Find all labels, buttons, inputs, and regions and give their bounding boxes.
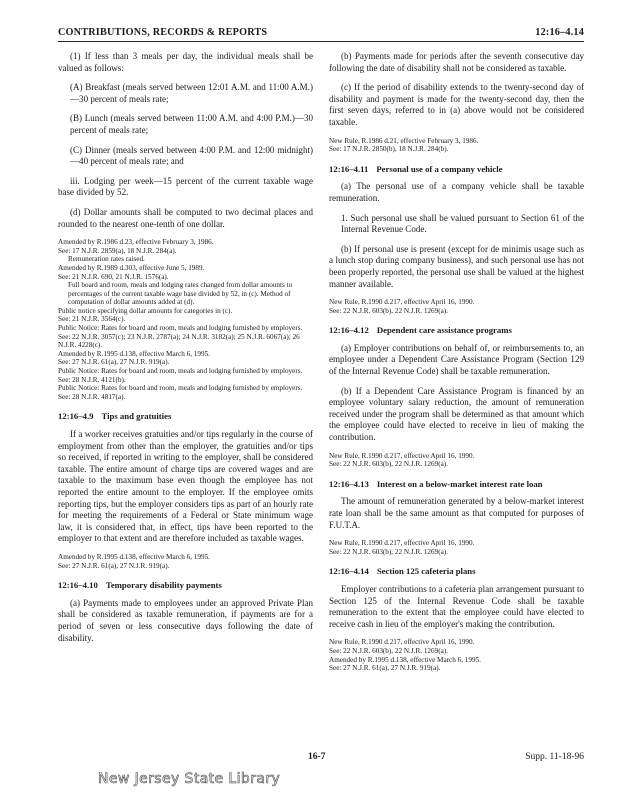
- paragraph-lodging: iii. Lodging per week—15 percent of the current taxable wage base divided by 52.: [58, 175, 313, 198]
- history-note: Full board and room, meals and lodging rates changed from dollar amounts to percentages of the current taxable wage base divided by 52, in (c). Method of computation of dollar amounts added at (d).: [68, 281, 293, 307]
- section-number: 12:16–4.14: [329, 566, 369, 577]
- paragraph-dinner: (C) Dinner (meals served between 4:00 P.M. and 12:00 midnight)—40 percent of meals rate; and: [70, 144, 313, 167]
- section-title: Tips and gratuities: [101, 411, 172, 422]
- paragraph-loan: The amount of remuneration generated by a below-market interest rate loan shall be the same amount as that computed for purposes of F.U.T.A.: [329, 496, 584, 530]
- section-heading-4-12: [329, 325, 584, 337]
- history-note: See: 22 N.J.R. 603(b), 22 N.J.R. 1269(a).: [329, 646, 448, 655]
- paragraph-cafeteria: Employer contributions to a cafeteria plan arrangement pursuant to Section 125 of the Internal Revenue Code shall be taxable remuneration to the extent that the employee could have elected to receive cash in lieu of the employer's making the contribution.: [329, 583, 584, 629]
- history-note: See: 28 N.J.R. 4817(a).: [58, 392, 126, 401]
- section-title: Dependent care assistance programs: [376, 325, 512, 336]
- section-title: Personal use of a company vehicle: [376, 163, 503, 174]
- paragraph-dependent-a: (a) Employer contributions on behalf of, or reimbursements to, an employee under a Dependent Care Assistance Program (Section 129 of the Internal Revenue Code) shall be taxable remuneration.: [329, 342, 584, 377]
- history-note: See: 22 N.J.R. 603(b), 22 N.J.R. 1269(a).: [329, 460, 448, 469]
- history-note: See: 17 N.J.R. 2859(a), 18 N.J.R. 284(a).: [58, 246, 177, 255]
- history-note: See: 27 N.J.R. 61(a), 27 N.J.R. 919(a).: [329, 664, 441, 673]
- paragraph-vehicle-1: 1. Such personal use shall be valued pursuant to Section 61 of the Internal Revenue Code.: [341, 212, 584, 235]
- history-note: Amended by R.1989 d.303, effective June 5, 1989.: [58, 263, 205, 272]
- paragraph-disability-c: (c) If the period of disability extends to the twenty-second day of disability and payment is made for the twenty-second day, then the first seven days, referred to in (a) above would not be considered taxable.: [329, 82, 584, 127]
- section-number: 12:16–4.12: [329, 325, 369, 336]
- history-notes: [329, 298, 584, 315]
- history-note: New Rule, R.1990 d.217, effective April 16, 1990.: [329, 638, 475, 647]
- paragraph-breakfast: (A) Breakfast (meals served between 12:01 A.M. and 11:00 A.M.)—30 percent of meals rate;: [70, 82, 313, 104]
- paragraph-meals-rule: (1) If less than 3 meals per day, the individual meals shall be valued as follows:: [58, 51, 313, 73]
- section-number: 12:16–4.11: [329, 163, 369, 174]
- section-heading-4-11: [329, 164, 584, 176]
- history-notes: [58, 238, 313, 401]
- history-note: New Rule, R.1990 d.217, effective April 16, 1990.: [329, 539, 475, 548]
- paragraph-lunch: (B) Lunch (meals served between 11:00 A.M. and 4:00 P.M.)—30 percent of meals rate;: [70, 113, 313, 135]
- header-section-range: 12:16–4.14: [535, 27, 584, 38]
- library-stamp: New Jersey State Library: [98, 771, 281, 787]
- paragraph-disability-b: (b) Payments made for periods after the seventh consecutive day following the date of disability shall not be considered as taxable.: [329, 51, 584, 73]
- section-number: 12:16–4.9: [58, 411, 94, 422]
- history-note: Public notice specifying dollar amounts for categories in (c).: [58, 306, 233, 315]
- section-heading-4-10: [58, 580, 313, 592]
- history-note: Public Notice: Rates for board and room, meals and lodging furnished by employers.: [58, 324, 303, 333]
- header-title: CONTRIBUTIONS, RECORDS & REPORTS: [58, 27, 268, 38]
- paragraph-vehicle-b: (b) If personal use is present (except for de minimis usage such as a lunch stop during company business), and such personal use has not been properly reported, the personal use shall be valued at the highest manner available.: [329, 243, 584, 289]
- supplement-date: Supp. 11-18-96: [525, 752, 584, 762]
- section-number: 12:16–4.10: [58, 580, 98, 591]
- history-notes: [329, 638, 584, 672]
- page-footer: [58, 752, 584, 766]
- right-column: [329, 51, 584, 681]
- paragraph-tips: If a worker receives gratuities and/or tips regularly in the course of employment from other than the employer, the gratuities and/or tips so received, if reported in writing to the employer, shall be considered taxable. The entire amount of charge tips are covered wages and are taxable to the maximum base even though the employee has not reported the entire amount to the employer. If the employee omits reporting tips, but the employer considers tips as part of an hourly rate for meeting the requirements of a Federal or State minimum wage law, it is considered that, in effect, tips have been reported to the employer to that extent and are therefore included as taxable wages.: [58, 429, 313, 544]
- history-note: See: 28 N.J.R. 4121(b).: [58, 375, 126, 384]
- history-note: Remuneration rates raised.: [68, 255, 145, 264]
- section-number: 12:16–4.13: [329, 478, 369, 489]
- history-note: See: 27 N.J.R. 61(a), 27 N.J.R. 919(a).: [58, 561, 170, 570]
- history-note: Amended by R.1986 d.23, effective February 3, 1986.: [58, 238, 214, 247]
- history-note: New Rule, R.1990 d.217, effective April 16, 1990.: [329, 298, 475, 307]
- history-note: Amended by R.1995 d.138, effective March 6, 1995.: [329, 655, 481, 664]
- history-note: New Rule, R.1990 d.217, effective April 16, 1990.: [329, 451, 475, 460]
- section-heading-4-14: [329, 566, 584, 578]
- history-note: See: 21 N.J.R. 3564(c).: [58, 315, 126, 324]
- history-note: Amended by R.1995 d.138, effective March 6, 1995.: [58, 552, 210, 561]
- section-title: Interest on a below-market interest rate loan: [376, 478, 543, 489]
- left-column: [58, 51, 313, 652]
- history-note: New Rule, R.1986 d.21, effective February 3, 1986.: [329, 136, 479, 145]
- history-notes: [329, 452, 584, 469]
- paragraph-disability-a: (a) Payments made to employees under an approved Private Plan shall be considered as taxable remuneration, if payments are for a period of seven or less consecutive days following the date of disability.: [58, 597, 313, 643]
- history-note: Public Notice: Rates for board and room, meals and lodging furnished by employers.: [58, 367, 303, 376]
- history-note: See: 22 N.J.R. 603(b), 22 N.J.R. 1269(a).: [329, 547, 448, 556]
- section-title: Temporary disability payments: [105, 580, 222, 591]
- paragraph-dollar-amounts: (d) Dollar amounts shall be computed to two decimal places and rounded to the nearest one-tenth of one dollar.: [58, 206, 313, 229]
- history-notes: [329, 137, 584, 154]
- section-title: Section 125 cafeteria plans: [376, 566, 476, 577]
- paragraph-vehicle-a: (a) The personal use of a company vehicle shall be taxable remuneration.: [329, 181, 584, 203]
- history-note: See: 17 N.J.R. 2850(b), 18 N.J.R. 284(b).: [329, 145, 449, 154]
- history-note: See: 27 N.J.R. 61(a), 27 N.J.R. 919(a).: [58, 358, 170, 367]
- page-number: 16-7: [308, 752, 326, 762]
- history-notes: [58, 553, 313, 570]
- history-note: See: 22 N.J.R. 603(b), 22 N.J.R. 1269(a).: [329, 306, 448, 315]
- history-note: Amended by R.1995 d.138, effective March 6, 1995.: [58, 349, 210, 358]
- history-note: See: 21 N.J.R. 690, 21 N.J.R. 1576(a).: [58, 272, 169, 281]
- section-heading-4-9: [58, 411, 313, 423]
- history-notes: [329, 539, 584, 556]
- running-header: [58, 25, 584, 42]
- paragraph-dependent-b: (b) If a Dependent Care Assistance Program is financed by an employee voluntary salary reduction, the amount of remuneration received under the program shall be determined as that amount which the employee could have elected to receive in lieu of making the contribution.: [329, 385, 584, 443]
- history-note: See: 22 N.J.R. 3057(c); 23 N.J.R. 2787(a); 24 N.J.R. 3182(a); 25 N.J.R. 6067(a); 26 N.J.R. 4228(c).: [58, 332, 300, 350]
- section-heading-4-13: [329, 479, 584, 491]
- history-note: Public Notice: Rates for board and room, meals and lodging furnished by employers.: [58, 384, 303, 393]
